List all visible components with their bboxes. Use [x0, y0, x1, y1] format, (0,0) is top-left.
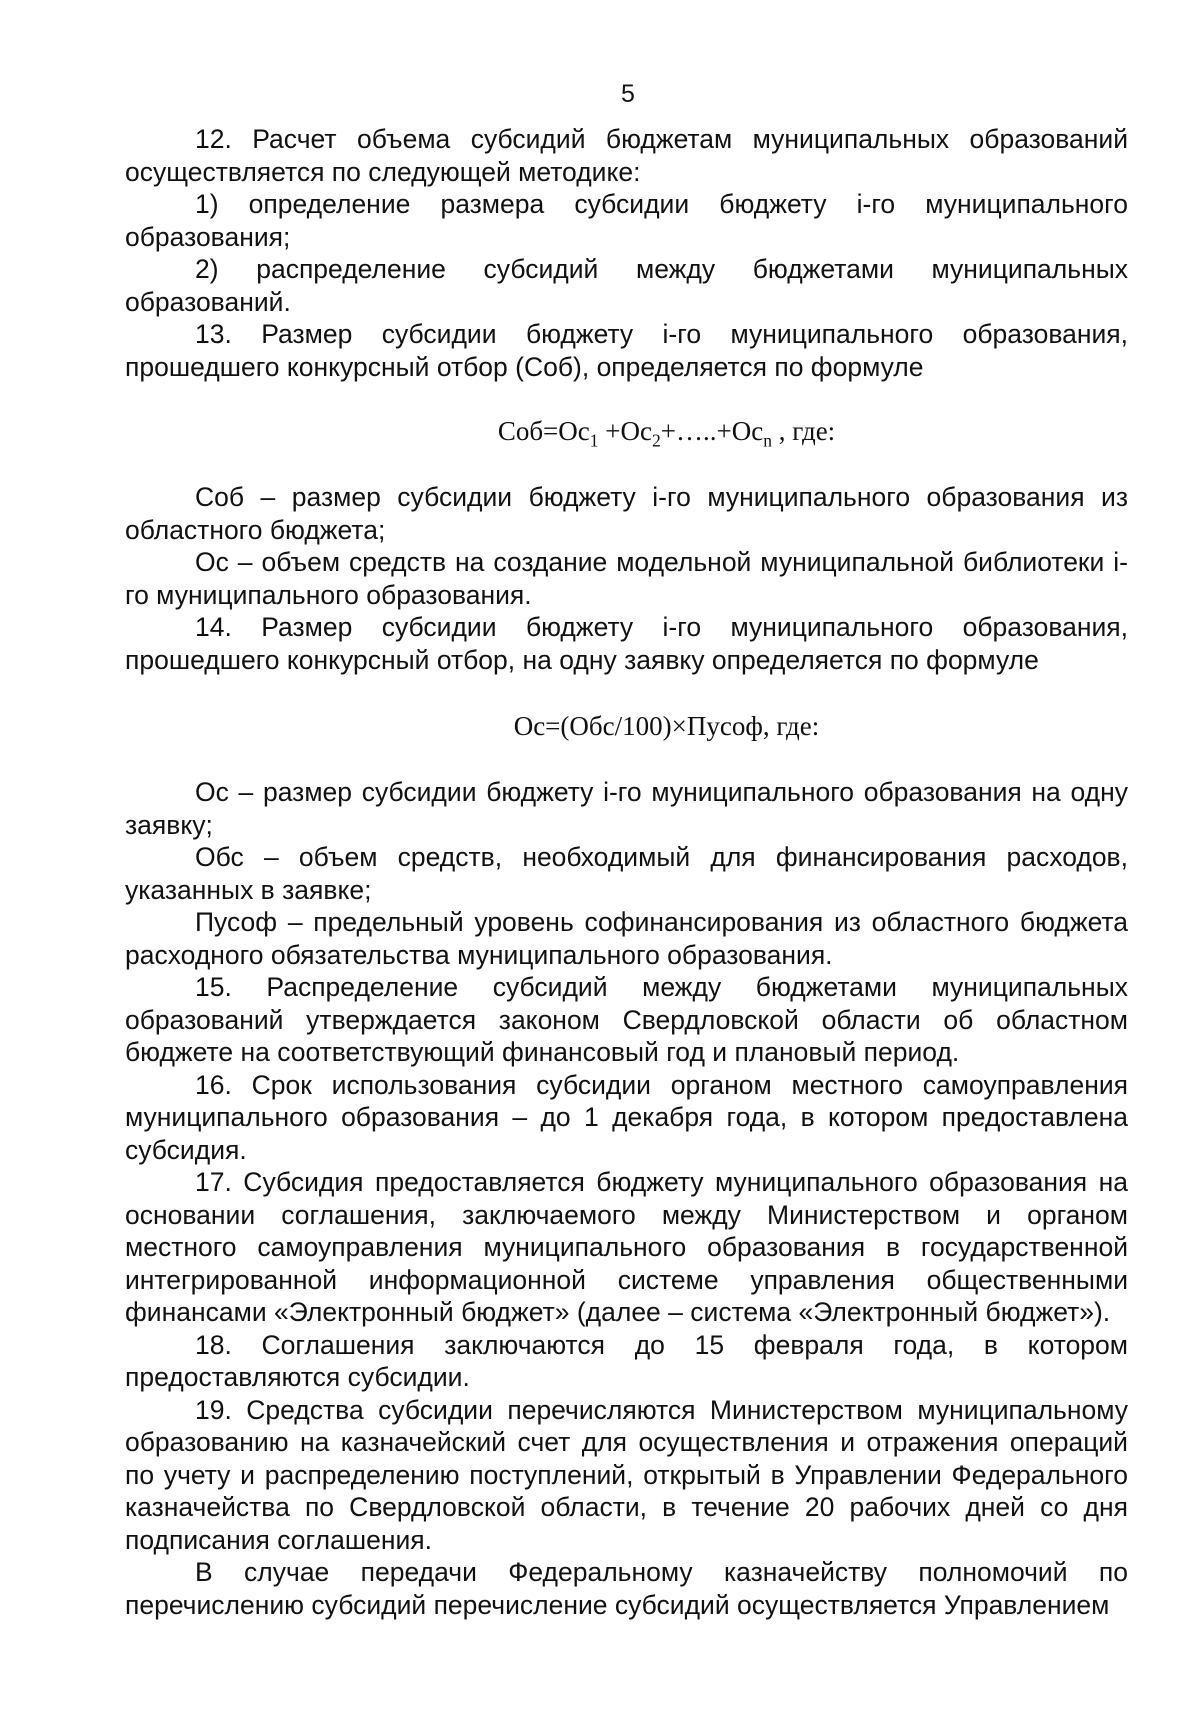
- paragraph-13: 13. Размер субсидии бюджету i-го муниципального образования, прошедшего конкурсный отбор (Соб), определяется по формуле: [125, 319, 1128, 382]
- definition-pusof: Пусоф – предельный уровень софинансирования из областного бюджета расходного обязательства муниципального образования.: [125, 907, 1128, 970]
- paragraph-16: 16. Срок использования субсидии органом местного самоуправления муниципального образования – до 1 декабря года, в котором предоставлена субсидия.: [125, 1069, 1128, 1165]
- formula-sob-part-2: +Ос: [598, 416, 653, 446]
- paragraph-12-item-2: 2) распределение субсидий между бюджетами муниципальных образований.: [125, 254, 1128, 317]
- formula-sob-sub-2: 2: [652, 430, 661, 451]
- formula-os: Ос=(Обс/100)×Пусоф, где:: [513, 711, 820, 741]
- definition-sob: Соб – размер субсидии бюджету i-го муниципального образования из областного бюджета;: [125, 482, 1128, 545]
- formula-sob-sub-n: n: [763, 430, 772, 451]
- definition-os: Ос – объем средств на создание модельной муниципальной библиотеки i-го муниципального образования.: [125, 547, 1128, 610]
- paragraph-14: 14. Размер субсидии бюджету i-го муниципального образования, прошедшего конкурсный отбор, на одну заявку определяется по формуле: [125, 612, 1128, 675]
- formula-sob-lhs: Соб=Ос: [497, 416, 590, 446]
- formula-sob: [125, 415, 1128, 451]
- paragraph-17: 17. Субсидия предоставляется бюджету муниципального образования на основании соглашения, заключаемого между Министерством и органом местного самоуправления муниципального образования в государственной интегрированной информационной системе управления общественными финансами «Электронный бюджет» (далее – система «Электронный бюджет»).: [125, 1167, 1128, 1327]
- paragraph-12-item-1: 1) определение размера субсидии бюджету i-го муниципального образования;: [125, 189, 1128, 252]
- paragraph-18: 18. Соглашения заключаются до 15 февраля года, в котором предоставляются субсидии.: [125, 1329, 1128, 1392]
- page-number: 5: [621, 80, 635, 108]
- formula-sob-sub-1: 1: [589, 430, 599, 451]
- paragraph-12: 12. Расчет объема субсидий бюджетам муниципальных образований осуществляется по следующей методике:: [125, 124, 1128, 187]
- formula-sob-part-3: +…..+Ос: [660, 416, 764, 446]
- paragraph-15: 15. Распределение субсидий между бюджетами муниципальных образований утверждается законом Свердловской области об областном бюджете на соответствующий финансовый год и плановый период.: [125, 972, 1128, 1067]
- paragraph-19: 19. Средства субсидии перечисляются Министерством муниципальному образованию на казначейский счет для осуществления и отражения операций по учету и распределению поступлений, открытый в Управлении Федерального казначейства по Свердловской области, в течение 20 рабочих дней со дня подписания соглашения.: [125, 1394, 1128, 1555]
- paragraph-19-continuation: В случае передачи Федеральному казначейству полномочий по перечислению субсидий перечисление субсидий осуществляется Управлением: [125, 1557, 1128, 1620]
- definition-os-per-application: Ос – размер субсидии бюджету i-го муниципального образования на одну заявку;: [125, 777, 1128, 840]
- document-body: [125, 123, 1128, 1621]
- formula-sob-tail: , где:: [771, 416, 836, 446]
- definition-obs: Обс – объем средств, необходимый для финансирования расходов, указанных в заявке;: [125, 842, 1128, 905]
